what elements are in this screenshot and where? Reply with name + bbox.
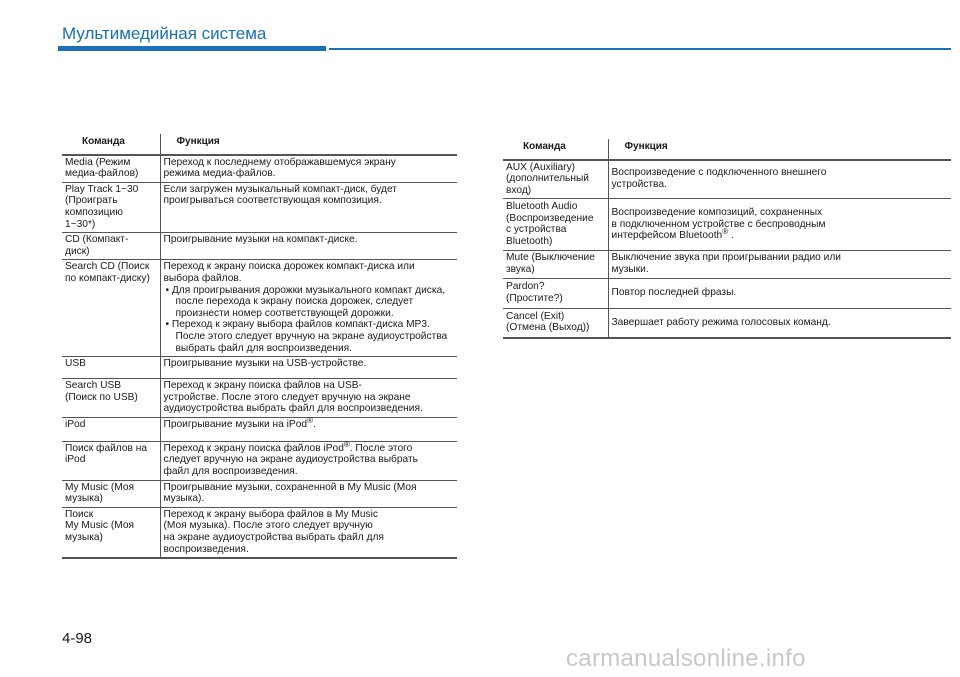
command-text: (Воспроизведение (506, 212, 594, 224)
function-cell (608, 199, 951, 251)
command-text: Media (Режим (65, 156, 131, 168)
function-text: на экране аудиоустройства выбрать файл для (163, 532, 384, 544)
function-cell (160, 155, 457, 183)
function-text: Воспроизведение с подключенного внешнего (611, 167, 827, 179)
function-cell (160, 417, 457, 441)
command-text: диск) (65, 245, 90, 257)
function-text: музыки. (611, 263, 649, 275)
command-text: My Music (Моя (65, 481, 135, 493)
command-cell (62, 182, 160, 232)
function-text: Выключение звука при проигрывании радио или (611, 252, 842, 264)
column-header-command: Команда (62, 134, 160, 155)
function-text: устройства. (611, 178, 667, 190)
function-text: следует вручную на экране аудиоустройства выбрать (163, 454, 418, 466)
function-text: аудиоустройства выбрать файл для воспроизведения. (163, 403, 423, 415)
command-cell (62, 417, 160, 441)
function-text: Проигрывание музыки на USB-устройстве. (163, 358, 367, 370)
function-cell (160, 182, 457, 232)
command-cell (62, 233, 160, 260)
table-row (62, 357, 457, 379)
command-text: Поиск (65, 508, 94, 520)
command-cell (503, 199, 608, 251)
command-cell (503, 160, 608, 199)
column-header-function: Функция (176, 136, 220, 147)
function-text: интерфейсом Bluetooth (611, 230, 723, 242)
table-row (503, 160, 951, 199)
command-text: Search USB (65, 380, 122, 392)
command-text: USB (65, 358, 86, 370)
command-text: Cancel (Exit) (506, 310, 565, 322)
function-text: . (728, 230, 734, 242)
table-row (62, 182, 457, 232)
command-text: звука) (506, 263, 535, 275)
function-text: Завершает работу режима голосовых команд. (611, 316, 831, 328)
registered-mark: ® (343, 439, 350, 449)
command-text: 1~30*) (65, 218, 96, 230)
command-text: музыка) (65, 532, 103, 544)
function-cell (608, 278, 951, 308)
table-row (62, 233, 457, 260)
table-row (503, 251, 951, 278)
command-text: Pardon? (Простите?) (506, 280, 563, 304)
function-cell (160, 507, 457, 558)
command-text: Search CD (Поиск (65, 261, 150, 273)
command-cell (62, 155, 160, 183)
command-text: iPod (65, 418, 86, 430)
voice-commands-table-left (62, 134, 457, 559)
function-cell (608, 160, 951, 199)
page-title: Мультимедийная система (62, 24, 267, 43)
function-text: Воспроизведение композиций, сохраненных (611, 206, 823, 218)
function-text: Повтор последней фразы. (611, 286, 737, 298)
table-row (62, 441, 457, 480)
command-text: медиа-файлов) (65, 168, 139, 180)
command-text: музыка) (65, 493, 103, 505)
function-text: Проигрывание музыки на iPod (163, 418, 308, 430)
function-text: . После этого (349, 442, 413, 454)
command-text: iPod (65, 454, 86, 466)
function-text: Переход к экрану поиска дорожек компакт-диска или (163, 261, 415, 273)
command-cell (62, 507, 160, 558)
function-text: устройстве. После этого следует вручную на экране (163, 391, 411, 403)
table-header-row (503, 139, 951, 160)
function-cell (160, 233, 457, 260)
command-text: (дополнительный (506, 173, 589, 185)
table-row (62, 507, 457, 558)
command-text: по компакт-диску) (65, 272, 150, 284)
function-text: проигрываться соответствующая композиция. (163, 195, 382, 207)
voice-commands-table-right (503, 139, 951, 339)
header-rule (329, 48, 951, 50)
function-text: . (312, 418, 316, 430)
command-text: My Music (Моя (65, 520, 135, 532)
page-number: 4-98 (62, 630, 93, 647)
table-row (62, 480, 457, 507)
function-text: Проигрывание музыки, сохраненной в My Music (Моя (163, 481, 417, 493)
bullet-item: • Переход к экрану выбора файлов компакт-диска MP3. После этого следует вручную на экране аудиоустройства выбрать файл для воспроизведения. (165, 319, 448, 354)
column-header-command: Команда (503, 139, 608, 160)
command-cell (62, 379, 160, 418)
function-text: воспроизведения. (163, 543, 249, 555)
command-text: (Проиграть (65, 195, 118, 207)
command-text: композицию (65, 206, 123, 218)
command-text: (Поиск по USB) (65, 391, 138, 403)
command-text: Поиск файлов на (65, 442, 148, 454)
command-text: с устройства (506, 224, 567, 236)
function-text: выбора файлов. (163, 272, 242, 284)
table-row (62, 260, 457, 357)
command-cell (503, 251, 608, 278)
registered-mark: ® (307, 415, 313, 425)
watermark: carmanualsonline.info (566, 645, 806, 672)
command-cell (62, 480, 160, 507)
table-row (503, 308, 951, 338)
function-text: (Моя музыка). После этого следует вручную (163, 520, 373, 532)
function-text: файл для воспроизведения. (163, 466, 298, 478)
column-header-function: Функция (624, 141, 668, 152)
command-text: (Отмена (Выход)) (506, 322, 590, 334)
function-text: Если загружен музыкальный компакт-диск, будет (163, 183, 397, 195)
function-cell (160, 260, 457, 357)
bullet-item: • Для проигрывания дорожки музыкального компакт диска, после перехода к экрану поиска дорожек, следует произнести номер соответствующей дорожки. (165, 284, 446, 319)
function-text: Переход к экрану поиска файлов iPod (163, 442, 344, 454)
command-text: AUX (Auxiliary) (506, 161, 576, 173)
command-text: Play Track 1~30 (65, 183, 139, 195)
command-cell (503, 308, 608, 338)
function-cell (608, 251, 951, 278)
command-text: CD (Компакт- (65, 234, 129, 246)
function-text: Переход к экрану поиска файлов на USB- (163, 380, 362, 392)
command-text: вход) (506, 184, 532, 196)
function-text: музыка). (163, 493, 205, 505)
function-cell (160, 357, 457, 379)
table-row (62, 417, 457, 441)
function-text: Проигрывание музыки на компакт-диске. (163, 234, 358, 246)
command-cell (62, 357, 160, 379)
function-text: Переход к экрану выбора файлов в My Music (163, 508, 378, 520)
function-text: режима медиа-файлов. (163, 168, 276, 180)
function-cell (608, 308, 951, 338)
command-text: Mute (Выключение (506, 252, 595, 264)
table-row (62, 155, 457, 183)
command-text: Bluetooth) (506, 235, 553, 247)
command-text: Bluetooth Audio (506, 201, 578, 213)
command-cell (62, 260, 160, 357)
function-text: Переход к последнему отображавшемуся экрану (163, 156, 396, 168)
function-text: в подключенном устройстве с беспроводным (611, 218, 826, 230)
command-cell (503, 278, 608, 308)
header-accent-bar (58, 46, 326, 51)
function-cell (160, 480, 457, 507)
function-cell (160, 379, 457, 418)
table-header-row (62, 134, 457, 155)
table-row (503, 278, 951, 308)
registered-mark: ® (722, 227, 729, 237)
command-cell (62, 441, 160, 480)
function-cell (160, 441, 457, 480)
table-row (62, 379, 457, 418)
table-row (503, 199, 951, 251)
